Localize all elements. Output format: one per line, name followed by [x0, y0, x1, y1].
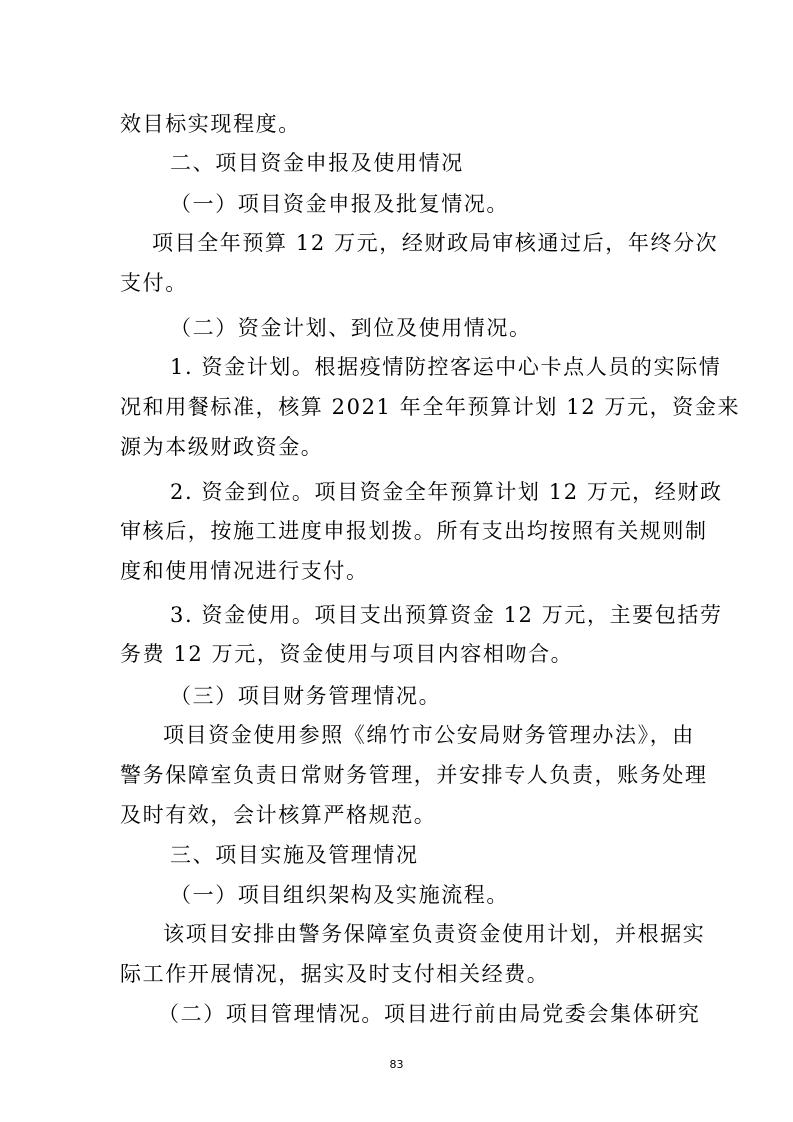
text-line-9: 源为本级财政资金。: [120, 435, 324, 459]
subsection-heading-3-1: （一）项目组织架构及实施流程。: [170, 883, 509, 907]
subsection-heading-3-2: （二）项目管理情况。项目进行前由局党委会集体研究: [158, 1002, 701, 1026]
subsection-heading-2-1: （一）项目资金申报及批复情况。: [170, 192, 509, 216]
text-line-5: 支付。: [120, 271, 188, 295]
text-line-12: 度和使用情况进行支付。: [120, 559, 369, 583]
text-line-22: 际工作开展情况，据实及时支付相关经费。: [120, 962, 550, 986]
text-line-4: 项目全年预算 12 万元，经财政局审核通过后，年终分次: [152, 231, 719, 255]
text-line-11: 审核后，按施工进度申报划拨。所有支出均按照有关规则制: [120, 519, 708, 543]
text-line-8: 况和用餐标准，核算 2021 年全年预算计划 12 万元，资金来: [120, 395, 741, 419]
subsection-heading-2-2: （二）资金计划、到位及使用情况。: [170, 316, 532, 340]
section-heading-3: 三、项目实施及管理情况: [170, 843, 419, 867]
text-line-14: 务费 12 万元，资金使用与项目内容相吻合。: [120, 642, 574, 666]
section-heading-2: 二、项目资金申报及使用情况: [170, 151, 464, 175]
page-number: 83: [389, 1058, 404, 1071]
text-line-13: 3. 资金使用。项目支出预算资金 12 万元，主要包括劳: [170, 603, 723, 627]
text-line-1: 效目标实现程度。: [120, 112, 301, 136]
text-line-21: 该项目安排由警务保障室负责资金使用计划，并根据实: [163, 922, 706, 946]
text-line-16: 项目资金使用参照《绵竹市公安局财务管理办法》，由: [163, 723, 695, 747]
subsection-heading-2-3: （三）项目财务管理情况。: [170, 684, 442, 708]
text-line-10: 2. 资金到位。项目资金全年预算计划 12 万元，经财政: [170, 480, 723, 504]
text-line-18: 及时有效，会计核算严格规范。: [120, 803, 437, 827]
text-line-7: 1. 资金计划。根据疫情防控客运中心卡点人员的实际情: [170, 355, 722, 379]
text-line-17: 警务保障室负责日常财务管理，并安排专人负责，账务处理: [120, 763, 708, 787]
